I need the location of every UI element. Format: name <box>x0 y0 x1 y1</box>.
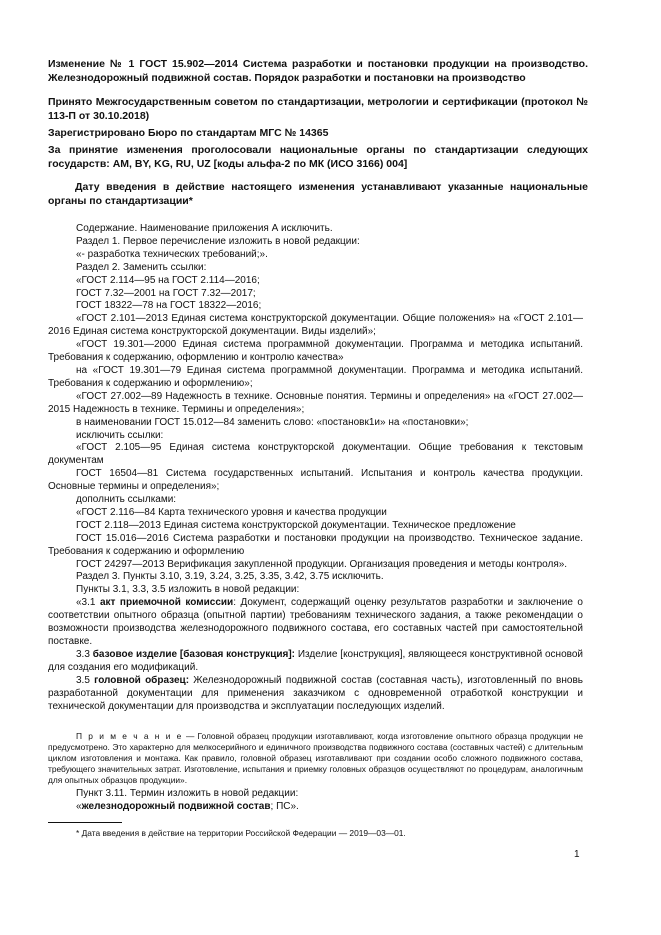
body-paragraph: Пункты 3.1, 3.3, 3.5 изложить в новой редакции: <box>76 584 300 596</box>
definition-3-3 <box>48 649 583 675</box>
amendment-title: Изменение № 1 ГОСТ 15.902—2014 Система разработки и постановки продукции на производство. Железнодорожный подвижной состав. Порядок разработки и постановки на производство <box>48 58 588 84</box>
registration-note: Зарегистрировано Бюро по стандартам МГС № 14365 <box>48 127 329 139</box>
footnote-separator <box>48 822 122 823</box>
body-paragraph: Содержание. Наименование приложения А исключить. <box>76 223 333 234</box>
definition-text: : Документ, содержащий оценку результатов разработки и заключение о соответствии опытного образца (опытной партии) требованиям технического задания, а также рекомендации о возможности производства железнодорожного подвижного состава, его составных частей при самостоятельной поставке. <box>48 597 583 647</box>
body-paragraph: «ГОСТ 2.114—95 на ГОСТ 2.114—2016; <box>76 274 260 286</box>
clause-3-11 <box>48 787 583 814</box>
body-paragraph: ГОСТ 16504—81 Система государственных испытаний. Испытания и контроль качества продукции. Основные термины и определения»; <box>48 468 583 493</box>
definition-term: акт приемочной комиссии <box>99 597 234 609</box>
definition-text: Изделие [конструкция], являющееся конструктивной основой для создания его модификаций. <box>48 648 583 673</box>
body-paragraph: «ГОСТ 2.105—95 Единая система конструкторской документации. Общие требования к текстовым документам <box>48 442 583 467</box>
definition-3-5 <box>48 675 583 714</box>
body-paragraph: в наименовании ГОСТ 15.012—84 заменить слово: «постановк1и» на «постановки»; <box>76 416 469 428</box>
definition-term: базовое изделие [базовая конструкция]: <box>92 648 295 660</box>
definition-term: головной образец: <box>94 674 190 686</box>
body-paragraph: ГОСТ 18322—78 на ГОСТ 18322—2016; <box>76 300 262 312</box>
note-text: — Головной образец продукции изготавливают, когда изготовление опытного образца продукции не предусмотрено. Это характерно для мелкосерийного и единичного производства подвижного состава (составных частей) с длительным циклом изготовления и монтажа. Как правило, головной образец изготавливают при создании особо сложного подвижного состава, требующего значительных затрат. Изготовление, испытания и приемку головных образцов осуществляют по процедурам, аналогичным для опытных образцов продукции». <box>48 731 583 785</box>
note-block <box>48 731 583 786</box>
term-railway-rolling-stock: железнодорожный подвижной состав <box>81 801 271 813</box>
definition-prefix: 3.3 <box>76 648 93 660</box>
body-paragraph: «- разработка технических требований;». <box>76 248 268 260</box>
note-label: П р и м е ч а н и е <box>76 731 183 741</box>
body-paragraph: исключить ссылки: <box>76 429 164 441</box>
amendment-body <box>48 223 583 713</box>
body-paragraph: ГОСТ 24297—2013 Верификация закупленной продукции. Организация проведения и методы контроля». <box>76 558 568 570</box>
body-paragraph: ГОСТ 7.32—2001 на ГОСТ 7.32—2017; <box>76 287 256 299</box>
definition-prefix: «3.1 <box>76 597 100 609</box>
adoption-note: Принято Межгосударственным советом по стандартизации, метрологии и сертификации (протокол № 113-П от 30.10.2018) <box>48 96 588 122</box>
body-paragraph: дополнить ссылками: <box>76 494 177 506</box>
body-paragraph: Раздел 3. Пункты 3.10, 3.19, 3.24, 3.25, 3.35, 3.42, 3.75 исключить. <box>76 571 384 583</box>
body-paragraph: Раздел 1. Первое перечисление изложить в новой редакции: <box>76 235 360 247</box>
body-paragraph: ГОСТ 15.016—2016 Система разработки и постановки продукции на производство. Техническое задание. Требования к содержанию и оформлению <box>48 532 583 557</box>
definition-prefix: 3.5 <box>76 674 95 686</box>
voting-note: За принятие изменения проголосовали национальные органы по стандартизации следующих государств: AM, BY, KG, RU, UZ [коды альфа-2 по МК (ИСО 3166) 004] <box>48 144 588 170</box>
body-paragraph: ГОСТ 2.118—2013 Единая система конструкторской документации. Техническое предложение <box>76 519 516 531</box>
body-paragraph: Раздел 2. Заменить ссылки: <box>76 261 207 273</box>
body-paragraph: «ГОСТ 2.116—84 Карта технического уровня и качества продукции <box>76 506 387 518</box>
body-paragraph: на «ГОСТ 19.301—79 Единая система программной документации. Программа и методика испытаний. Требования к содержанию и оформлению»; <box>48 364 583 389</box>
definition-3-1 <box>48 597 583 649</box>
effective-date-note: Дату введения в действие настоящего изменения устанавливают указанные национальные органы по стандартизации* <box>48 181 588 207</box>
footnote: * Дата введения в действие на территории Российской Федерации — 2019—03—01. <box>76 828 406 838</box>
definition-text: Железнодорожный подвижной состав (составная часть), изготовленный по вновь разработанной документации для применения заказчиком с одновременной отработкой конструкции и технической документации для производства и эксплуатации последующих изделий. <box>48 674 583 712</box>
body-paragraph: «ГОСТ 27.002—89 Надежность в технике. Основные понятия. Термины и определения» на «ГОСТ 27.002—2015 Надежность в технике. Термины и определения»; <box>48 390 583 415</box>
clause-3-11-term: «железнодорожный подвижной состав; ПС». <box>76 801 299 813</box>
body-paragraph: «ГОСТ 19.301—2000 Единая система программной документации. Программа и методика испытаний. Требования к содержанию, оформлению и контролю качества» <box>48 339 583 364</box>
clause-3-11-intro: Пункт 3.11. Термин изложить в новой редакции: <box>76 788 299 799</box>
body-paragraph: «ГОСТ 2.101—2013 Единая система конструкторской документации. Общие положения» на «ГОСТ 2.101—2016 Единая система конструкторской документации. Виды изделий»; <box>48 313 583 338</box>
page-number: 1 <box>574 849 580 860</box>
